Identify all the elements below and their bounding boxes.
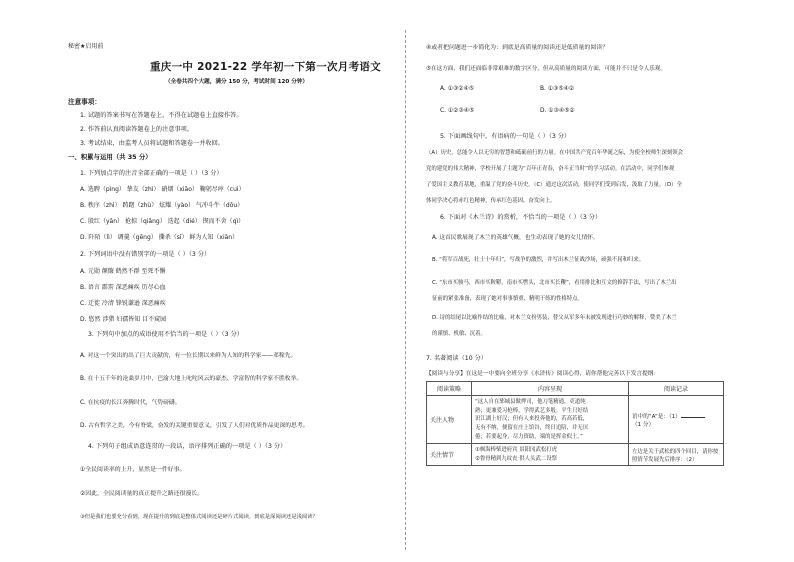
reading-table (426, 381, 724, 466)
q4-stem: 4. 下列句子组成语意连贯的一段话，语序排列正确的一项是（ ）（3 分） (88, 443, 287, 450)
q4-line: ⑤在这方面，我们还面临非常艰难的数字区分，但从高质量的阅读方面，可能并不只是令人乐观。 (426, 66, 666, 72)
q5-para-line: 了爱国主义教育基地，重温了党的奋斗历史。（C）通过这次活动，使同学们受到启发，汲取了力量。（D）全 (426, 182, 682, 188)
q5-stem: 5. 下面画线句中，有语病的一句是（ ）（3 分） (440, 133, 571, 140)
column-divider (405, 30, 406, 550)
q1-stem: 1. 下列加点字的注音全部正确的一项是（ ）（3 分） (80, 170, 223, 177)
q1-option-a: A. 选聘（pìng） 挚友（zhì） 硝烟（xiāo） 鞠躬尽瘁（cuì） (80, 186, 245, 193)
q7-intro: 【阅读与分享】在这是一中要向全班分享《水浒传》阅读心得，请你帮他完善以下发言提纲： (426, 371, 660, 377)
q6-option-d-cont: 的谨慎、机敏、沉着。 (432, 331, 486, 337)
q4-line: ③但是我们也要充分看到，现在提升的到底是整体式阅读还是碎片式阅读，到底是深阅读还是浅阅读？ (80, 514, 318, 520)
table-row (427, 444, 724, 466)
notes-heading: 注意事项： (68, 98, 101, 106)
q2-option-a: A. 元勋 颠簸 鹤然不群 至死不懈 (80, 268, 166, 275)
table-cell-content: ①枫海棒柴进府宾 景阳冈武松打虎 ②鲁骨精到九纹丧 供人头武二设祭 (472, 444, 629, 466)
q6-option-c-cont: 征前的紧张准备，表现了她对事事慎重、精明干练的性格特点。 (432, 296, 583, 302)
q1-option-b: B. 秩序（zhì） 踌躇（zhù） 炫耀（yào） 气冲斗牛（dǒu） (80, 202, 244, 209)
q3-option-b: B. 在十五千年的沧桑岁月中，巴渝大地上叱咤风云的豪杰、学富智的科学家不胜枚举。 (80, 376, 303, 382)
q4-line: ②因此，全民阅读量的真正提升之路还很漫长。 (80, 491, 204, 497)
table-cell-strategy: 关注情节 (427, 444, 472, 466)
q5-para-line: （A）历史，总能令人以无穷的智慧和砥砺前行的力量。在中国共产党百年华诞之际，为使全校师生深刻领会 (426, 150, 684, 156)
q6-option-b: B. “将军百战死，壮士十年归”，写战争的激烈，并写出木兰征战沙场，顽强不屈和归来。 (432, 257, 645, 263)
q6-option-a: A. 这首民歌展现了木兰的英雄气概，也生动表现了她的女儿情怀。 (432, 235, 599, 241)
q1-option-d: D. 阡陌（lì） 调羹（gēng） 撕杀（sī） 鲜为人知（xiān） (80, 234, 239, 241)
q6-option-d: D. 诗的结尾以比喻作结的比喻，对木兰女扮男装，替父从军多年未被发现进行巧妙的解释，赞美了木兰 (432, 315, 677, 321)
q4-option-b: B. ①③⑤④② (540, 86, 575, 92)
q5-para-line: 党的建党的伟大精神，学校开展了主题为“百年正青春，奋斗正当时”的学习活动。在活动中，同学们参观 (426, 166, 675, 172)
q2-option-d: D. 悠然 涉猎 妇孺皆知 目不窥园 (80, 316, 167, 323)
section1-heading: 一、积累与运用（共 35 分） (68, 153, 152, 161)
q7-stem: 7. 名著阅读（10 分） (426, 355, 488, 362)
exam-subtitle: （全卷共四个大题，满分 150 分，考试时间 120 分钟） (165, 79, 309, 85)
table-header: 阅读记录 (629, 382, 724, 396)
note-item: 2. 作答前认真阅读答题卷上的注意事项。 (80, 126, 194, 133)
q4-option-a: A. ①③②④⑤ (440, 86, 475, 92)
q2-option-b: B. 语言 霹雳 深恶痛疾 历尽心血 (80, 284, 166, 291)
q1-option-c: C. 殷红（yān） 抢掠（qiǎng） 迭起（dié） 锲而不舍（qì） (80, 218, 245, 225)
q4-line: ①全民阅读率的上升，显然是一件好事。 (80, 467, 186, 473)
table-header-row (427, 382, 724, 396)
q3-option-a: A. 对这一个突出的出了巨大贡献的，有一位长期以来鲜为人知的科学家——邓稼先。 (80, 353, 297, 359)
q6-stem: 6. 下面对《木兰诗》的赏析，不恰当的一项是（ ）（3 分） (440, 214, 602, 221)
q3-option-c: C. 在抗疫的长江奔腾时代，气势磅礴。 (80, 400, 181, 406)
note-item: 3. 考试结束，由监考人员将试题和答题卷一并收回。 (80, 140, 224, 147)
answer-blank[interactable] (681, 411, 705, 418)
q3-stem: 3. 下列句中加点的成语使用不恰当的一项是（ ）（3 分） (88, 331, 243, 338)
q3-option-d: D. 古有哲学之美，今有脊梁，奋发的关键重要意义，引发了人们对优质作品更深的思考。 (80, 423, 309, 429)
table-cell-record: 语中的“A”是：（1） （1 分） (629, 396, 724, 444)
note-item: 1. 试题的答案书写在答题卷上，不得在试题卷上直接作答。 (80, 112, 243, 119)
q2-stem: 2. 下列词语中没有错别字的一项是（ ）（3 分） (80, 251, 211, 258)
q4-line: ④或者把问题进一步简化为：到底是高质量的阅读还是低质量的阅读？ (426, 45, 608, 51)
table-header: 内容呈现 (472, 382, 629, 396)
q4-option-d: D. ①③④⑤② (540, 108, 575, 114)
table-row (427, 396, 724, 444)
table-cell-content: “这人自在郓城县做押司，他刀笔精通，吏道纯 熟；更兼爱习枪棒，学得武艺多般。平生只好结 识江湖上好汉；但有人来投奔他的，若高若低， 无有不纳，便留在庄上馆谷，终日追陪，并无厌 倦；若要起身，尽力资助，端的是挥金似土。” (472, 396, 629, 444)
q4-option-c: C. ①②③④⑤ (440, 108, 475, 114)
exam-title: 重庆一中 2021-22 学年初一下第一次月考语文 (150, 61, 382, 73)
secret-label: 秘密★启用前 (68, 43, 104, 50)
q2-option-c: C. 迁徙 冷清 锋锐谦逊 深恶痛疾 (80, 300, 166, 307)
table-cell-record: 左边是关于武松的四个回目，请你按照情节发展先后排序：（2） (629, 444, 724, 466)
table-header: 阅读策略 (427, 382, 472, 396)
q6-option-c: C. “东市买骏马，西市买鞍鞯，南市买辔头，北市买长鞭”，看用排比和互文的修辞手法，写出了木兰出 (432, 280, 677, 286)
table-cell-strategy: 关注人物 (427, 396, 472, 444)
q5-para-line: 体同学决心将赤红色精神，传承红色基因，奋发向上。 (426, 198, 556, 204)
